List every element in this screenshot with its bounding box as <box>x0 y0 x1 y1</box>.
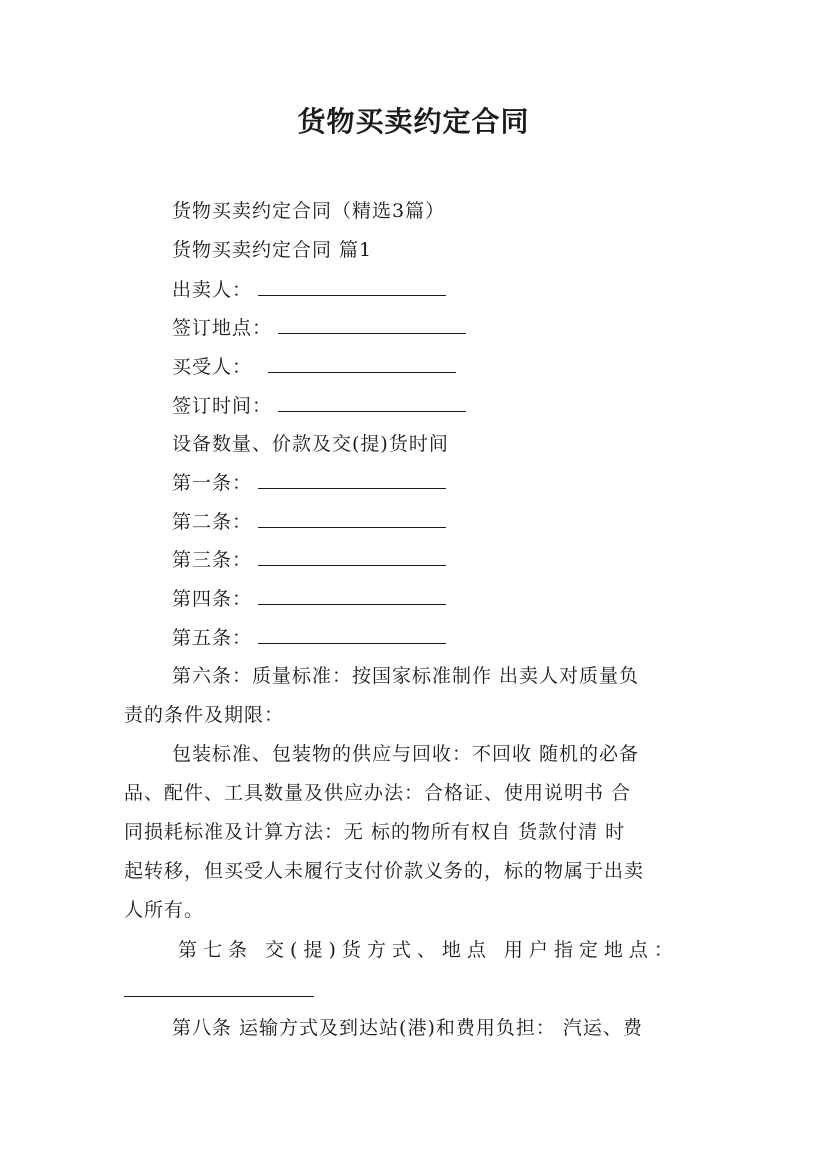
clause-5-blank <box>258 625 446 644</box>
clause-4 <box>172 585 446 613</box>
packaging-line-4: 起转移，但买受人未履行支付价款义务的，标的物属于出卖 <box>124 860 645 882</box>
clause-2-label: 第二条： <box>172 511 253 533</box>
clause-7: 第七条 交(提)货方式、地点 用户指定地点： <box>178 939 679 961</box>
clause-3-blank <box>258 547 446 566</box>
packaging-line-1: 包装标准、包装物的供应与回收：不回收 随机的必备 <box>172 743 640 765</box>
document-subtitle: 货物买卖约定合同（精选3篇） <box>172 200 446 222</box>
clause-8: 第八条 运输方式及到达站(港)和费用负担： 汽运、费 <box>172 1017 643 1039</box>
clause-5-label: 第五条： <box>172 627 253 649</box>
packaging-line-5: 人所有。 <box>124 899 205 921</box>
packaging-line-2: 品、配件、工具数量及供应办法：合格证、使用说明书 合 <box>124 782 632 804</box>
sign-time-label: 签订时间： <box>172 395 273 417</box>
sign-place-blank <box>278 315 466 334</box>
clause-1-label: 第一条： <box>172 472 253 494</box>
clause-5 <box>172 624 446 652</box>
seller-label: 出卖人： <box>172 279 253 301</box>
clause-4-label: 第四条： <box>172 588 253 610</box>
buyer-blank <box>268 354 456 373</box>
buyer-field <box>172 353 456 381</box>
clause-3 <box>172 546 446 574</box>
clause-2 <box>172 508 446 536</box>
sign-time-field <box>172 392 466 420</box>
seller-blank <box>258 277 446 296</box>
clause-3-label: 第三条： <box>172 549 253 571</box>
section-heading: 货物买卖约定合同 篇1 <box>172 239 373 261</box>
clause-6-line-1: 第六条：质量标准：按国家标准制作 出卖人对质量负 <box>172 665 640 687</box>
clause-6-line-2: 责的条件及期限： <box>124 704 285 726</box>
clause-4-blank <box>258 586 446 605</box>
seller-field <box>172 276 446 304</box>
sign-place-field <box>172 314 466 342</box>
clause-7-blank <box>124 996 314 997</box>
clause-1 <box>172 469 446 497</box>
clause-1-blank <box>258 470 446 489</box>
packaging-line-3: 同损耗标准及计算方法：无 标的物所有权自 货款付清 时 <box>124 821 626 843</box>
sign-time-blank <box>278 393 466 412</box>
equipment-heading: 设备数量、价款及交(提)货时间 <box>172 433 449 455</box>
clause-2-blank <box>258 509 446 528</box>
buyer-label: 买受人： <box>172 356 253 378</box>
sign-place-label: 签订地点： <box>172 317 273 339</box>
document-title: 货物买卖约定合同 <box>297 105 530 138</box>
